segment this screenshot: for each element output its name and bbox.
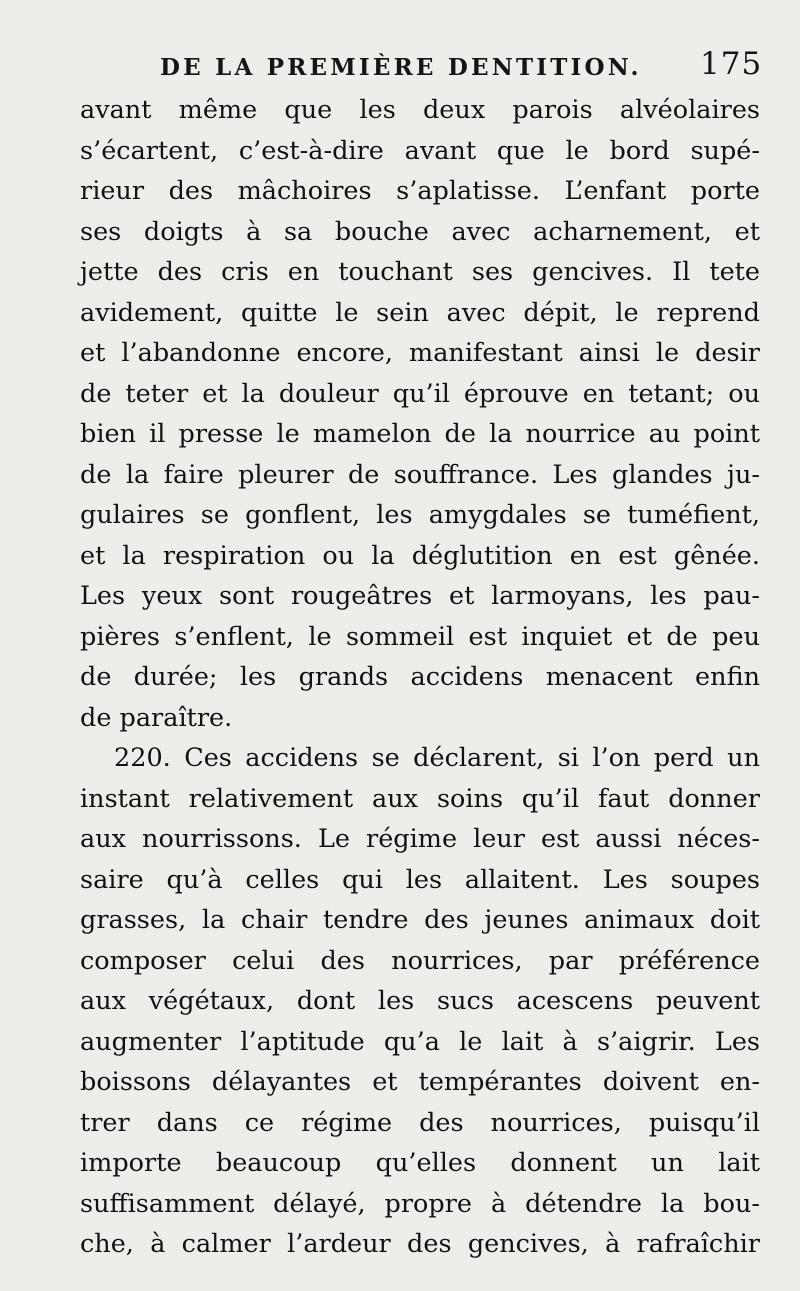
page-number: 175 [700, 46, 763, 82]
text-line: boissons délayantes et tempérantes doivent en- [80, 1067, 760, 1097]
text-line: composer celui des nourrices, par préférence [80, 945, 760, 976]
text-line: instant relativement aux soins qu’il faut donner [80, 783, 760, 814]
text-line: de durée; les grands accidens menacent enfin [80, 662, 760, 692]
text-line: importe beaucoup qu’elles donnent un lait [80, 1148, 760, 1178]
text-line: che, à calmer l’ardeur des gencives, à rafraîchir [80, 1229, 760, 1259]
text-line: suffisamment délayé, propre à détendre la bou- [80, 1188, 760, 1219]
text-line: saire qu’à celles qui les allaitent. Les soupes [80, 864, 760, 895]
text-line: Les yeux sont rougeâtres et larmoyans, les pau- [80, 581, 760, 611]
text-line: trer dans ce régime des nourrices, puisqu’il [80, 1107, 760, 1138]
text-line: avidement, quitte le sein avec dépit, le reprend [80, 297, 760, 328]
text-line: de paraître. [80, 702, 233, 733]
text-line: 220. Ces accidens se déclarent, si l’on perd un [114, 743, 760, 773]
text-line: augmenter l’aptitude qu’a le lait à s’aigrir. Les [80, 1026, 760, 1057]
text-line: de la faire pleurer de souffrance. Les glandes ju- [80, 459, 760, 490]
text-line: bien il presse le mamelon de la nourrice au point [80, 419, 760, 449]
text-line: et l’abandonne encore, manifestant ainsi le desir [80, 338, 760, 368]
text-line: rieur des mâchoires s’aplatisse. L’enfant porte [80, 176, 760, 206]
running-head: DE LA PREMIÈRE DENTITION. [160, 54, 642, 81]
text-line: ses doigts à sa bouche avec acharnement, et [80, 216, 760, 247]
text-line: grasses, la chair tendre des jeunes animaux doit [80, 905, 760, 935]
text-line: de teter et la douleur qu’il éprouve en tetant; ou [80, 378, 760, 409]
text-line: avant même que les deux parois alvéolaires [80, 95, 760, 125]
text-line: et la respiration ou la déglutition en est gênée. [80, 540, 760, 571]
page-header [80, 46, 770, 86]
text-line: pières s’enflent, le sommeil est inquiet et de peu [80, 621, 760, 652]
text-line: aux végétaux, dont les sucs acescens peuvent [80, 986, 760, 1016]
text-line: aux nourrissons. Le régime leur est aussi néces- [80, 824, 760, 854]
text-line: s’écartent, c’est-à-dire avant que le bord supé- [80, 135, 760, 166]
body-text [80, 90, 760, 1265]
text-line: gulaires se gonflent, les amygdales se tuméfient, [80, 500, 760, 530]
text-line: jette des cris en touchant ses gencives. Il tete [80, 257, 760, 287]
